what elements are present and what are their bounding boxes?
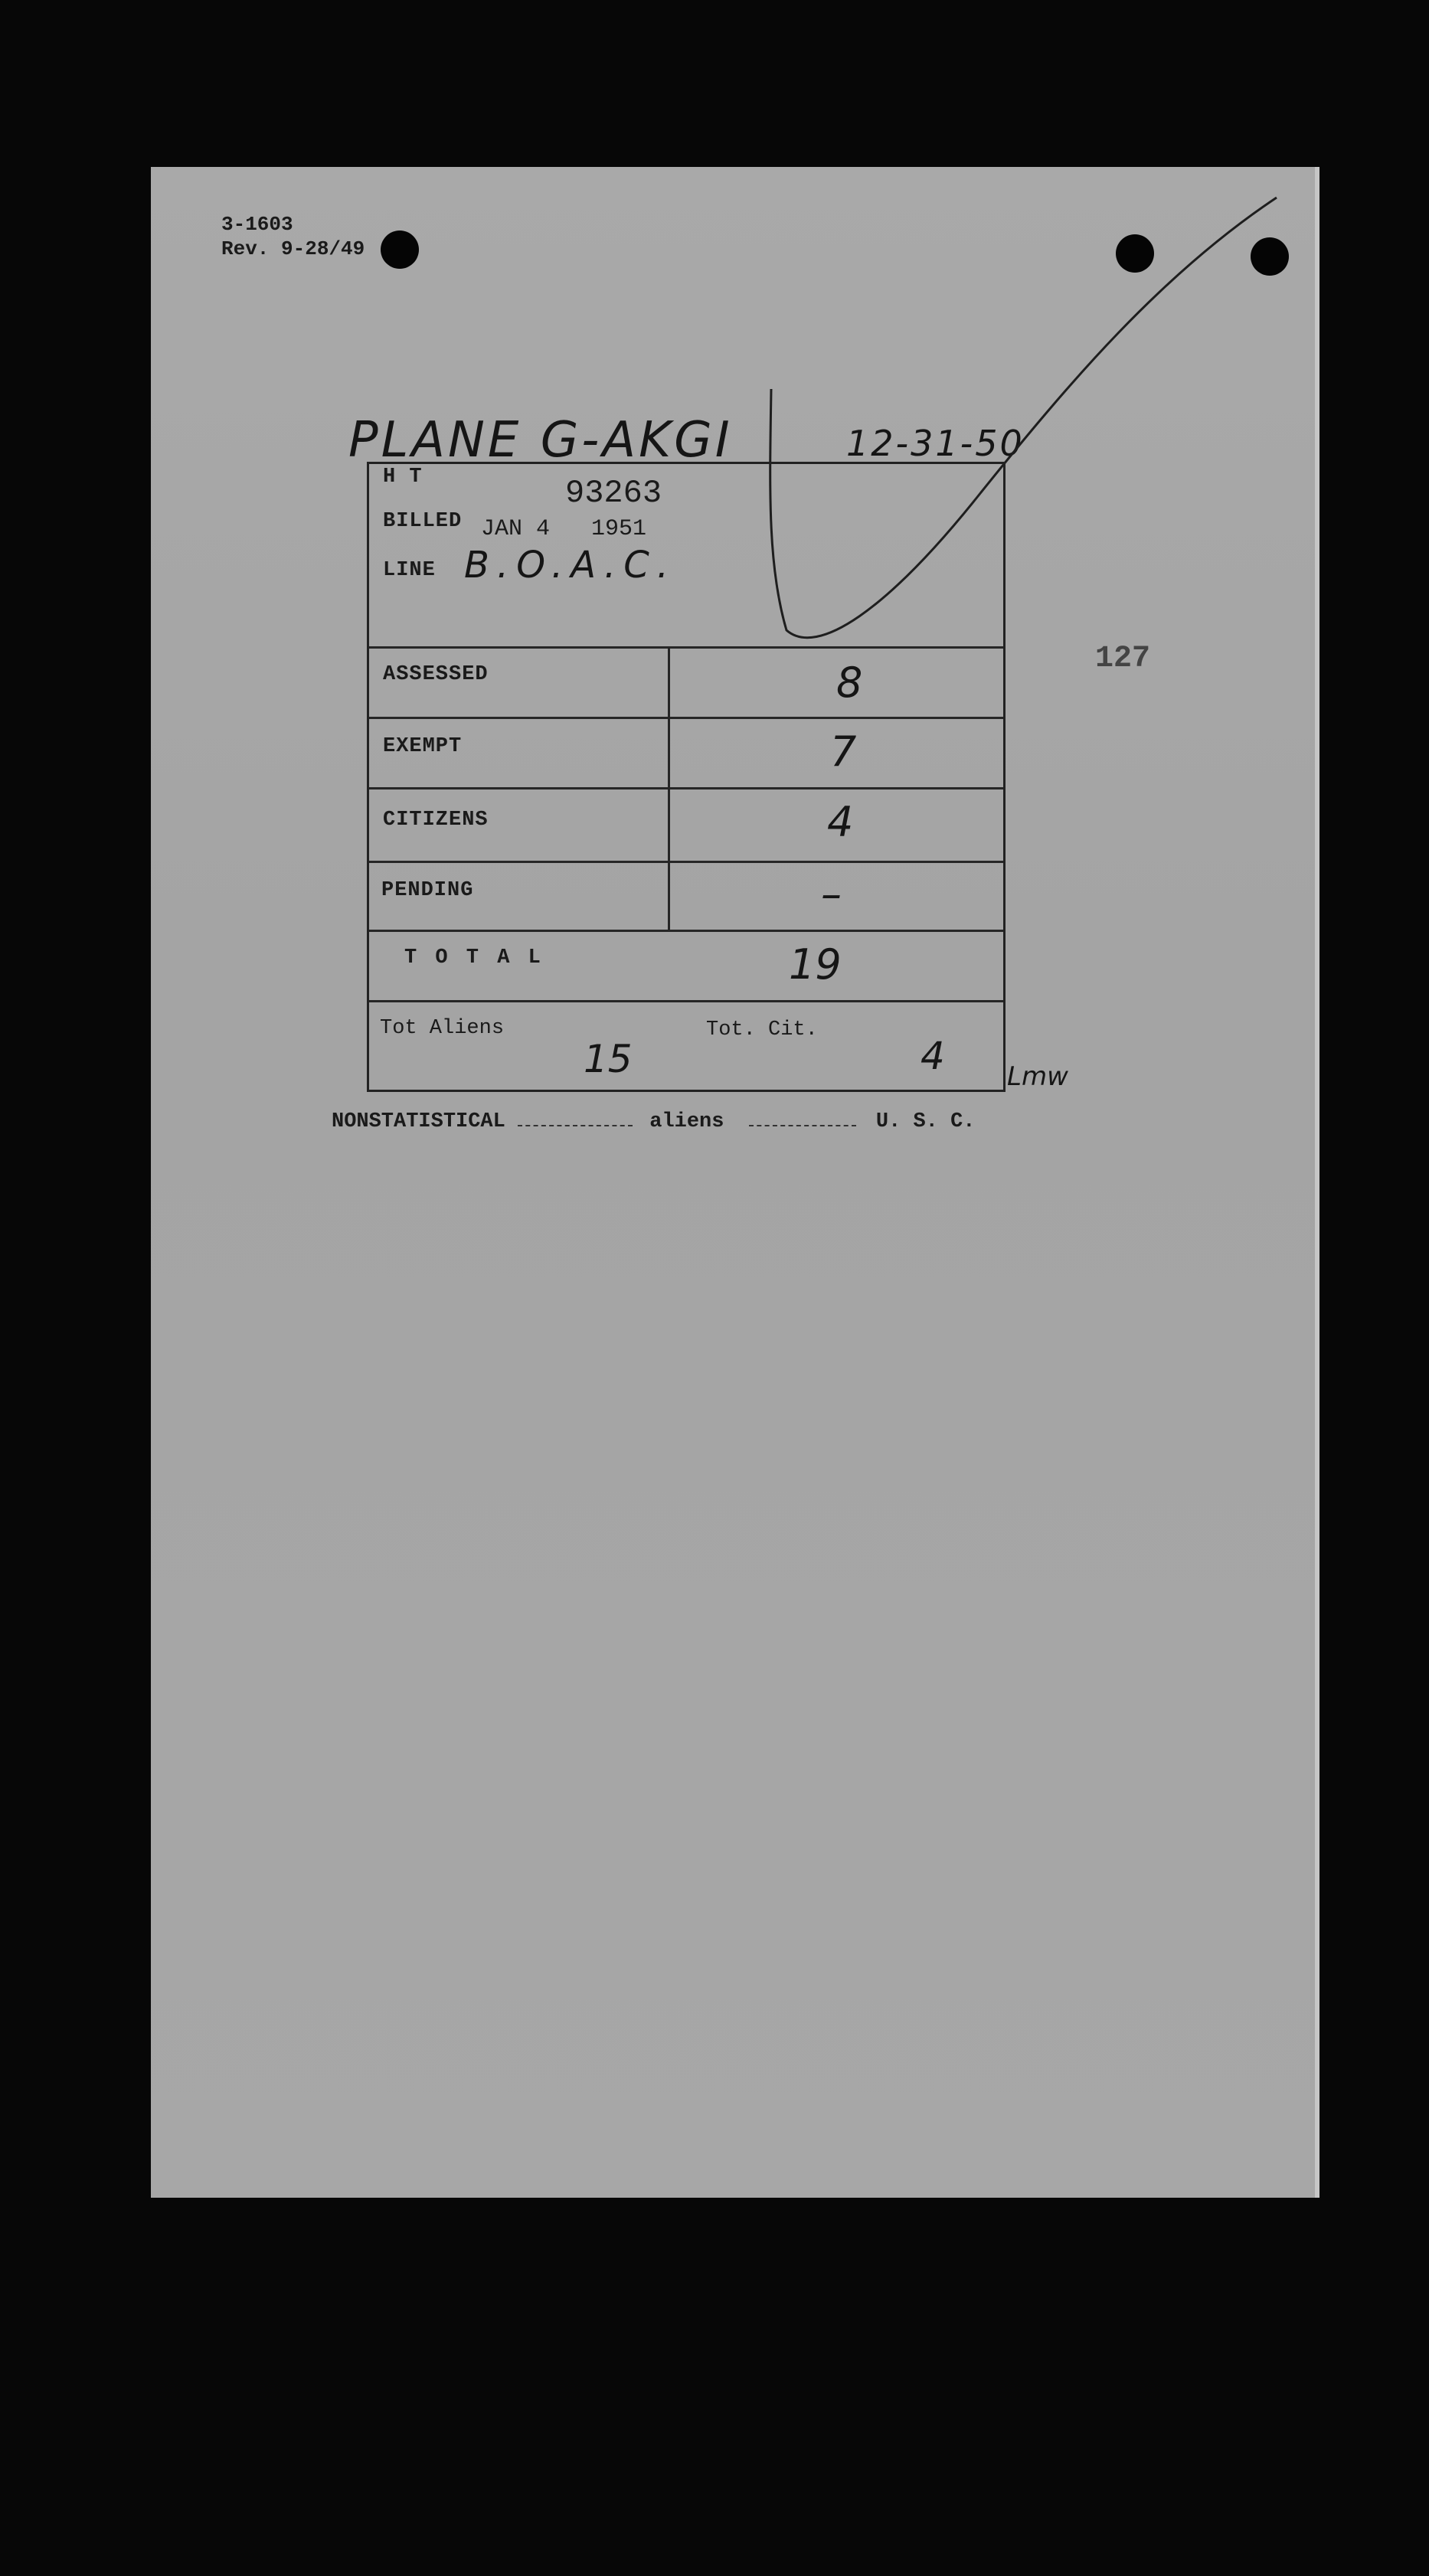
initials: Lmw [1007,1061,1068,1092]
assessed-value: 8 [836,659,863,707]
usc-label: U. S. C. [875,1110,976,1133]
exempt-value: 7 [830,727,857,776]
rule [369,930,1003,932]
blank-field [749,1125,856,1126]
line-label: LINE [383,559,436,582]
tot-aliens-label: Tot Aliens [380,1017,505,1040]
aliens-label: aliens [649,1110,724,1133]
flight-date: 12-31-50 [846,423,1025,464]
tot-cit-value: 4 [921,1034,945,1078]
rule [369,787,1003,789]
document-page [151,167,1319,2198]
rule [369,717,1003,719]
nonstatistical-label: NONSTATISTICAL [332,1110,505,1133]
ht-number: 93263 [565,475,662,512]
citizens-value: 4 [827,798,854,846]
form-number: 3-1603 [221,213,293,236]
citizens-label: CITIZENS [383,809,489,832]
tot-cit-label: Tot. Cit. [706,1018,818,1041]
rule [369,861,1003,863]
nonstatistical-line [332,1110,976,1133]
plane-id: PLANE G-AKGI [348,412,733,469]
total-label: T O T A L [404,946,544,969]
billed-stamp: JAN 4 1951 [481,516,647,542]
assessed-label: ASSESSED [383,663,489,686]
page-number: 127 [1095,642,1151,676]
line-value: B.O.A.C. [464,544,677,587]
pending-value: – [821,870,842,918]
total-value: 19 [789,940,842,989]
billed-label: BILLED [383,510,463,533]
rule [369,646,1003,649]
exempt-label: EXEMPT [383,735,463,758]
ht-label: H T [383,466,423,489]
form-revision: Rev. 9-28/49 [221,237,365,260]
tally-form [367,462,1006,1092]
blank-field [518,1125,633,1126]
tot-aliens-value: 15 [584,1037,633,1081]
rule [369,1000,1003,1002]
column-divider [668,648,670,930]
pending-label: PENDING [381,879,474,902]
